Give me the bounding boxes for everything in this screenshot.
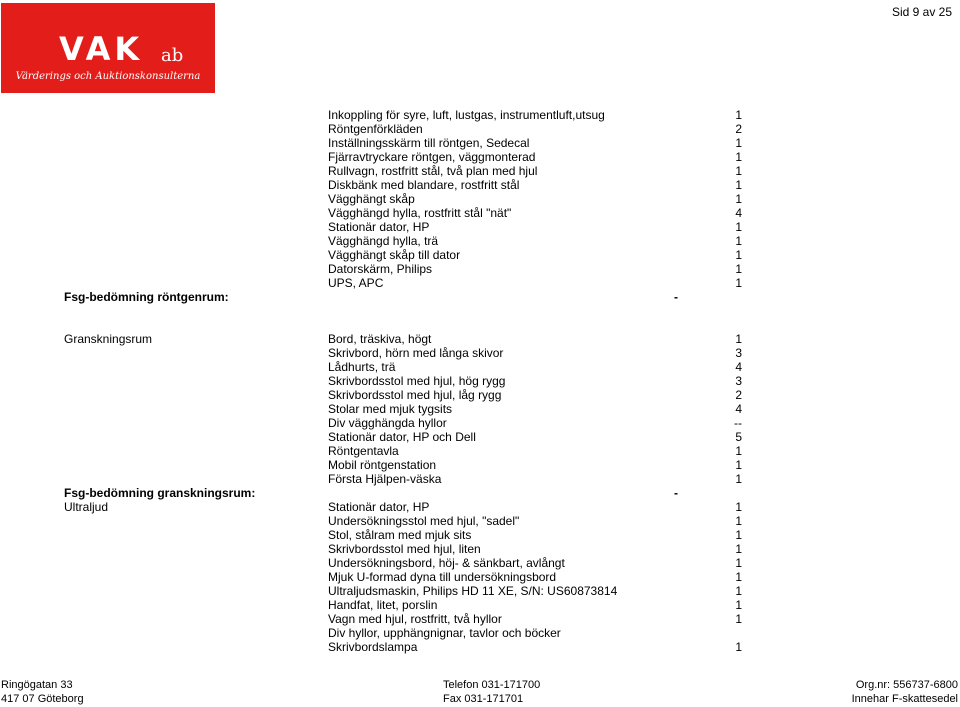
assessment-row	[0, 486, 960, 500]
item-name: Mjuk U-formad dyna till undersökningsbord	[328, 570, 557, 584]
item-quantity: 1	[735, 584, 742, 598]
item-quantity: 4	[735, 360, 742, 374]
list-item	[0, 262, 960, 276]
list-item	[0, 150, 960, 164]
list-item	[0, 500, 960, 514]
item-quantity: 1	[735, 178, 742, 192]
item-quantity: 4	[735, 206, 742, 220]
list-item	[0, 136, 960, 150]
item-name: Vägghängt skåp till dator	[328, 248, 461, 262]
list-item	[0, 388, 960, 402]
item-quantity: 3	[735, 346, 742, 360]
item-quantity: 1	[735, 556, 742, 570]
footer-city: 417 07 Göteborg	[1, 693, 84, 705]
item-name: Stationär dator, HP	[328, 220, 430, 234]
item-quantity: 1	[735, 136, 742, 150]
item-quantity: 3	[735, 374, 742, 388]
item-name: Handfat, litet, porslin	[328, 598, 438, 612]
item-quantity: 2	[735, 122, 742, 136]
item-name: Vägghängt skåp	[328, 192, 415, 206]
item-name: Div hyllor, upphängnignar, tavlor och böcker	[328, 626, 561, 640]
assessment-label: Fsg-bedömning röntgenrum:	[64, 290, 229, 304]
item-name: Div vägghängda hyllor	[328, 416, 447, 430]
item-name: Stol, stålram med mjuk sits	[328, 528, 472, 542]
item-name: Fjärravtryckare röntgen, väggmonterad	[328, 150, 536, 164]
item-quantity: 5	[735, 430, 742, 444]
item-name: Vagn med hjul, rostfritt, två hyllor	[328, 612, 502, 626]
page-number: Sid 9 av 25	[891, 5, 952, 19]
item-name: Undersökningsstol med hjul, "sadel"	[328, 514, 520, 528]
item-name: Röntgentavla	[328, 444, 399, 458]
item-name: Undersökningsbord, höj- & sänkbart, avlångt	[328, 556, 565, 570]
item-name: Stolar med mjuk tygsits	[328, 402, 453, 416]
footer-address	[1, 678, 84, 706]
list-item	[0, 402, 960, 416]
assessment-value: -	[674, 486, 678, 500]
item-quantity: 1	[735, 598, 742, 612]
list-item	[0, 192, 960, 206]
item-quantity: 1	[735, 500, 742, 514]
list-item	[0, 206, 960, 220]
assessment-row	[0, 290, 960, 304]
section-title: Granskningsrum	[64, 332, 153, 346]
list-item	[0, 472, 960, 486]
item-name: Vägghängd hylla, trä	[328, 234, 439, 248]
item-quantity: 1	[735, 220, 742, 234]
item-name: Skrivbord, hörn med långa skivor	[328, 346, 504, 360]
list-item	[0, 542, 960, 556]
item-name: Skrivbordsstol med hjul, hög rygg	[328, 374, 506, 388]
item-name: Inställningsskärm till röntgen, Sedecal	[328, 136, 530, 150]
item-name: Inkoppling för syre, luft, lustgas, instrumentluft,utsug	[328, 108, 605, 122]
item-quantity: 1	[735, 108, 742, 122]
item-quantity: 1	[735, 332, 742, 346]
footer-phone: Telefon 031-171700	[443, 679, 541, 691]
item-name: Ultraljudsmaskin, Philips HD 11 XE, S/N: US60873814	[328, 584, 618, 598]
footer-fax: Fax 031-171701	[443, 693, 524, 705]
item-name: Datorskärm, Philips	[328, 262, 433, 276]
item-quantity: 1	[735, 262, 742, 276]
item-quantity: --	[734, 416, 742, 430]
item-quantity: 1	[735, 276, 742, 290]
list-item	[0, 514, 960, 528]
list-item	[0, 122, 960, 136]
item-name: Mobil röntgenstation	[328, 458, 437, 472]
list-item	[0, 458, 960, 472]
item-name: Rullvagn, rostfritt stål, två plan med hjul	[328, 164, 538, 178]
list-item	[0, 430, 960, 444]
item-quantity: 1	[735, 640, 742, 654]
item-quantity: 1	[735, 458, 742, 472]
list-item	[0, 416, 960, 430]
logo-wordmark: VAK	[59, 30, 144, 68]
list-item	[0, 220, 960, 234]
list-item	[0, 346, 960, 360]
item-quantity: 1	[735, 444, 742, 458]
footer-company-info	[852, 678, 958, 706]
logo-tagline: Värderings och Auktionskonsulterna	[15, 71, 201, 82]
list-item	[0, 332, 960, 346]
list-item	[0, 178, 960, 192]
footer-tax: Innehar F-skattesedel	[851, 693, 958, 705]
item-quantity: 1	[735, 528, 742, 542]
list-item	[0, 612, 960, 626]
item-name: Stationär dator, HP	[328, 500, 430, 514]
list-item	[0, 248, 960, 262]
list-item	[0, 626, 960, 640]
item-name: Diskbänk med blandare, rostfritt stål	[328, 178, 520, 192]
item-name: Stationär dator, HP och Dell	[328, 430, 476, 444]
item-quantity: 1	[735, 514, 742, 528]
item-quantity: 1	[735, 570, 742, 584]
assessment-label: Fsg-bedömning granskningsrum:	[64, 486, 256, 500]
section-title: Ultraljud	[64, 500, 109, 514]
item-name: Lådhurts, trä	[328, 360, 396, 374]
list-item	[0, 276, 960, 290]
list-item	[0, 528, 960, 542]
item-name: Skrivbordsstol med hjul, låg rygg	[328, 388, 502, 402]
item-name: UPS, APC	[328, 276, 384, 290]
item-name: Skrivbordslampa	[328, 640, 418, 654]
item-name: Första Hjälpen-väska	[328, 472, 442, 486]
logo-suffix: ab	[161, 45, 184, 66]
item-quantity: 2	[735, 388, 742, 402]
list-item	[0, 640, 960, 654]
item-quantity: 1	[735, 192, 742, 206]
item-quantity: 1	[735, 164, 742, 178]
footer-contact	[443, 678, 540, 706]
item-name: Röntgenförkläden	[328, 122, 423, 136]
footer-org-nr: Org.nr: 556737-6800	[855, 679, 958, 691]
list-item	[0, 444, 960, 458]
item-name: Bord, träskiva, högt	[328, 332, 432, 346]
list-item	[0, 584, 960, 598]
list-item	[0, 556, 960, 570]
list-item	[0, 164, 960, 178]
list-item	[0, 598, 960, 612]
list-item	[0, 234, 960, 248]
item-quantity: 1	[735, 150, 742, 164]
item-quantity: 1	[735, 234, 742, 248]
list-item	[0, 108, 960, 122]
company-logo	[1, 3, 215, 93]
item-name: Skrivbordsstol med hjul, liten	[328, 542, 481, 556]
item-quantity: 4	[735, 402, 742, 416]
item-quantity: 1	[735, 542, 742, 556]
item-quantity: 1	[735, 472, 742, 486]
item-name: Vägghängd hylla, rostfritt stål "nät"	[328, 206, 512, 220]
list-item	[0, 360, 960, 374]
list-item	[0, 570, 960, 584]
list-item	[0, 374, 960, 388]
footer-street: Ringögatan 33	[1, 679, 73, 691]
item-quantity: 1	[735, 248, 742, 262]
item-quantity: 1	[735, 612, 742, 626]
assessment-value: -	[674, 290, 678, 304]
